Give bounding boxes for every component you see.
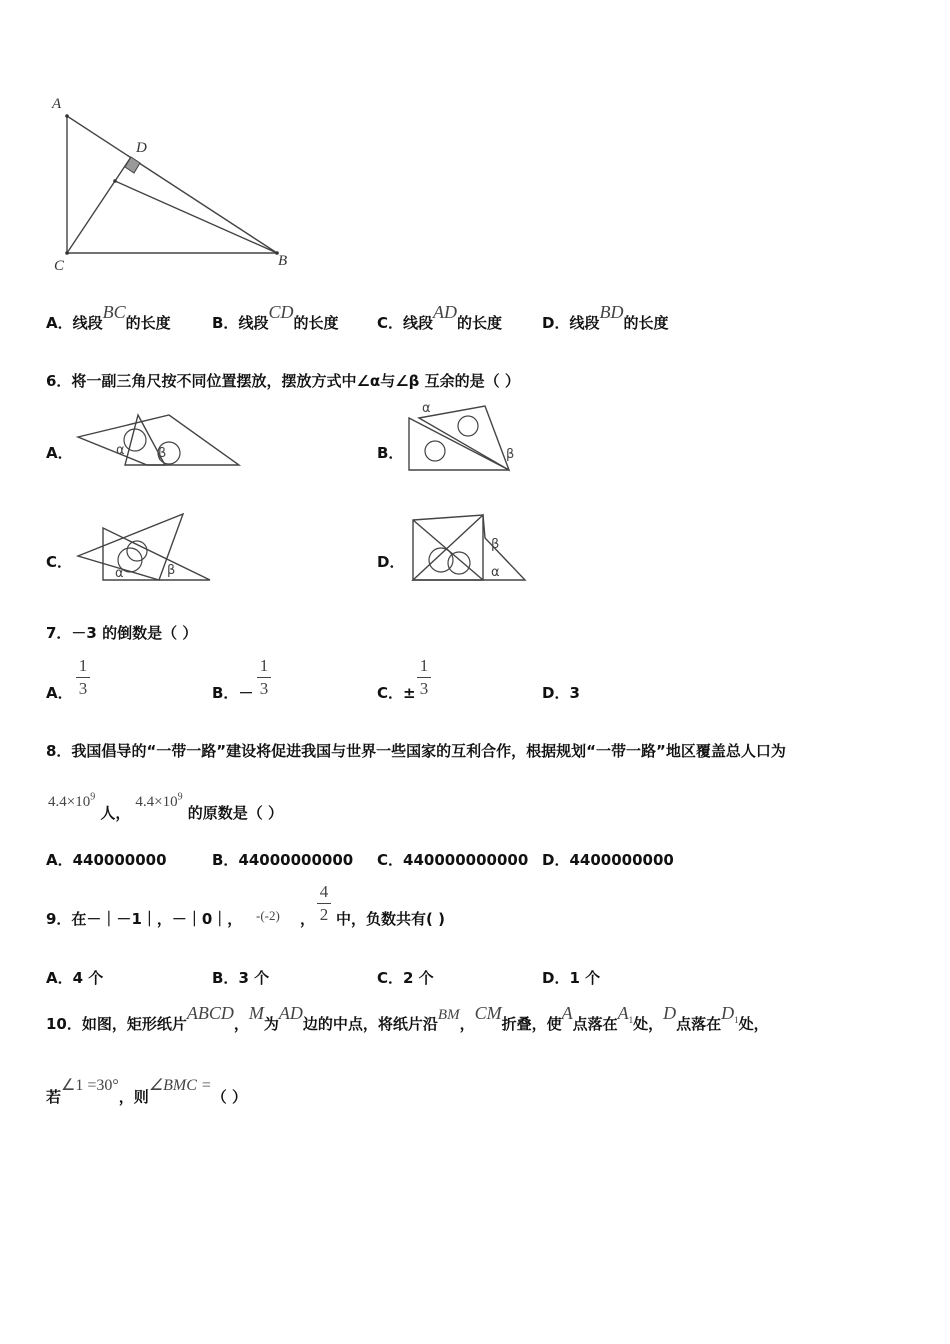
svg-text:β: β: [491, 537, 500, 552]
right-triangle-figure: [40, 90, 310, 280]
q9-option-d[interactable]: D．1 个: [542, 969, 601, 987]
segment-to-b: [115, 181, 277, 253]
right-angle-mark: [125, 157, 140, 173]
q6-option-d-label[interactable]: D．: [377, 553, 405, 571]
side-ab: [67, 116, 277, 253]
svg-text:α: α: [422, 401, 431, 416]
svg-text:α: α: [115, 566, 124, 581]
q6-option-c-label[interactable]: C．: [46, 553, 73, 571]
q6-figure-d[interactable]: [405, 510, 535, 585]
q6-option-a-label[interactable]: A．: [46, 444, 73, 462]
q6-figure-b[interactable]: [405, 400, 520, 475]
q8-option-d[interactable]: D．4400000000: [542, 851, 674, 869]
svg-text:β: β: [506, 447, 515, 462]
q9-comma: ，: [300, 910, 316, 928]
label-c: C: [54, 258, 65, 274]
q7-option-b[interactable]: B．－: [212, 684, 254, 702]
svg-text:α: α: [116, 443, 125, 458]
svg-text:β: β: [158, 446, 167, 461]
q7-option-c-fraction: 1 3: [417, 656, 431, 699]
q8-option-b[interactable]: B．44000000000: [212, 851, 354, 869]
altitude-cd: [67, 157, 131, 253]
q9-option-a[interactable]: A．4 个: [46, 969, 104, 987]
q9-option-b[interactable]: B．3 个: [212, 969, 270, 987]
svg-text:α: α: [491, 565, 500, 580]
q8-population-number: 4.4×10: [48, 794, 91, 810]
q9-stem-b: 中，负数共有( ): [336, 910, 445, 928]
label-a: A: [52, 96, 62, 112]
q9-fraction: 4 2: [317, 882, 331, 925]
q7-option-a-fraction: 1 3: [76, 656, 90, 699]
label-b: B: [278, 253, 288, 269]
q9-neg-expression: -(-2): [256, 908, 280, 923]
label-d: D: [136, 140, 147, 156]
q5-option-d[interactable]: D．线段BD的长度: [542, 302, 669, 332]
q7-option-c[interactable]: C．±: [377, 684, 416, 702]
q6-figure-c[interactable]: [75, 510, 215, 585]
q9-stem-a: 9．在－｜－1｜，－｜0｜，: [46, 910, 243, 928]
q5-option-c[interactable]: C．线段AD的长度: [377, 302, 503, 332]
q8-stem-line2: $4.4\times 10^9$ 人， $4.4\times 10^9$ 的原数是（ ）: [48, 791, 283, 822]
q10-stem-line1: 10．如图，矩形纸片ABCD，M为AD边的中点，将纸片沿BM，CM折叠，使A点落在$A_1$处，D点落在$D_1$处，: [46, 1003, 769, 1033]
q7-stem: 7．－3 的倒数是（ ）: [46, 624, 198, 642]
q8-population-number-2: 4.4×10: [135, 794, 178, 810]
q5-option-b[interactable]: B．线段CD的长度: [212, 302, 339, 332]
q8-option-c[interactable]: C．440000000000: [377, 851, 529, 869]
q7-option-a[interactable]: A．: [46, 684, 73, 702]
q10-stem-line2: 若∠1 =30°，则∠BMC =（ ）: [46, 1077, 247, 1106]
q5-option-a[interactable]: A．线段BC的长度: [46, 302, 171, 332]
q8-stem-line1: 8．我国倡导的“一带一路”建设将促进我国与世界一些国家的互利合作，根据规划“一带一路”地区覆盖总人口为: [46, 742, 786, 760]
q7-option-b-fraction: 1 3: [257, 656, 271, 699]
q8-option-a[interactable]: A．440000000: [46, 851, 167, 869]
q7-option-d[interactable]: D．3: [542, 684, 580, 702]
q9-option-c[interactable]: C．2 个: [377, 969, 434, 987]
svg-text:β: β: [167, 563, 176, 578]
q6-stem: 6．将一副三角尺按不同位置摆放，摆放方式中∠α与∠β 互余的是（ ）: [46, 372, 520, 390]
q6-figure-a[interactable]: [75, 410, 245, 472]
q6-option-b-label[interactable]: B．: [377, 444, 404, 462]
